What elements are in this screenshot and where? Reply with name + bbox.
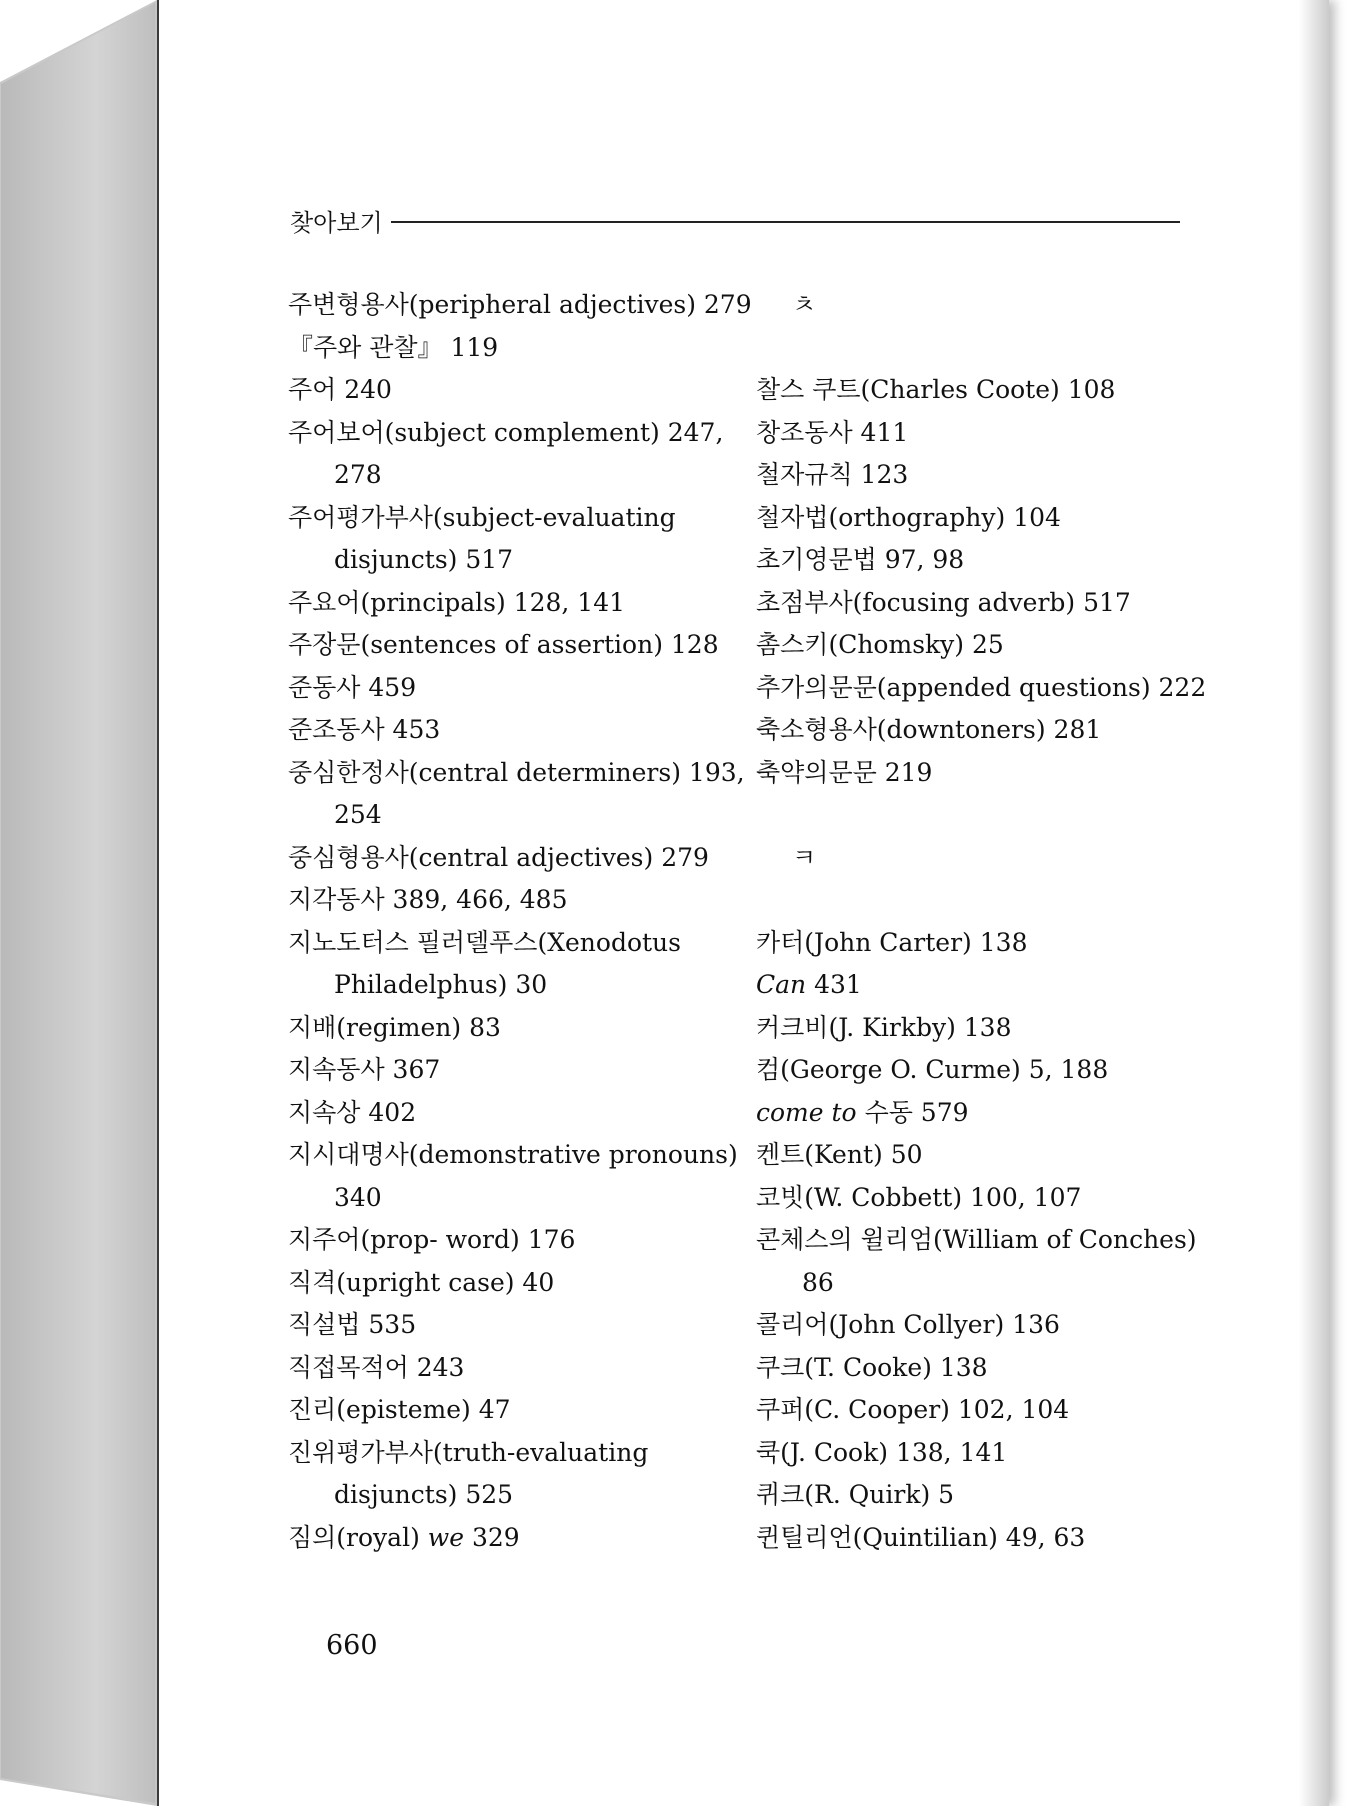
index-entry: 진위평가부사(truth-evaluating (288, 1437, 649, 1467)
index-entry: 주어 240 (288, 375, 392, 404)
index-entry: 중심한정사(central determiners) 193, (288, 757, 745, 787)
section-heading: ㅊ (792, 290, 817, 319)
index-entry: 중심형용사(central adjectives) 279 (288, 842, 709, 872)
index-entry: 주장문(sentences of assertion) 128 (288, 630, 719, 659)
index-entry-continuation: disjuncts) 525 (334, 1480, 514, 1509)
index-entry-continuation: 278 (334, 460, 382, 489)
index-entry: 초점부사(focusing adverb) 517 (756, 587, 1131, 617)
index-entry: 쿡(J. Cook) 138, 141 (756, 1437, 1008, 1467)
index-entry: 『주와 관찰』 119 (288, 332, 499, 362)
index-entry-page: 431 (814, 970, 862, 999)
index-entry: 추가의문문(appended questions) 222 (756, 672, 1207, 702)
index-entry: 퀴크(R. Quirk) 5 (756, 1480, 955, 1509)
index-entry: 초기영문법 97, 98 (756, 545, 965, 574)
index-entry: 철자법(orthography) 104 (756, 502, 1061, 532)
index-entry: 직설법 535 (288, 1310, 417, 1339)
index-entry-continuation: 340 (334, 1182, 382, 1212)
index-entry-continuation: disjuncts) 517 (334, 545, 514, 574)
spacer (756, 879, 1196, 922)
index-entry-continuation: 86 (802, 1267, 834, 1297)
index-entry: 퀸틸리언(Quintilian) 49, 63 (756, 1522, 1086, 1552)
index-entry: 주어보어(subject complement) 247, (288, 417, 724, 447)
index-entry: 창조동사 411 (756, 417, 909, 447)
index-entry: 지배(regimen) 83 (288, 1012, 501, 1042)
index-entry (288, 1517, 728, 1560)
index-entry: 쿠퍼(C. Cooper) 102, 104 (756, 1395, 1070, 1424)
index-entry: 직격(upright case) 40 (288, 1267, 555, 1297)
index-entry: 준동사 459 (288, 672, 417, 702)
index-entry: 찰스 쿠트(Charles Coote) 108 (756, 375, 1116, 404)
index-entry-continuation: 254 (334, 800, 382, 829)
header-title: 찾아보기 (290, 208, 383, 237)
index-column-right (756, 284, 1207, 1559)
index-entry: 지주어(prop- word) 176 (288, 1225, 576, 1254)
index-entry: 지속동사 367 (288, 1055, 441, 1084)
index-entry: 지노도터스 필러델푸스(Xenodotus (288, 927, 681, 957)
index-entry: 진리(episteme) 47 (288, 1395, 511, 1424)
index-entry: 지시대명사(demonstrative pronouns) (288, 1140, 738, 1169)
index-entry-term: 수동 579 (864, 1097, 969, 1127)
index-entry: 콘체스의 윌리엄(William of Conches) (756, 1225, 1197, 1254)
running-header (290, 203, 1180, 237)
index-entry: 지각동사 389, 466, 485 (288, 885, 568, 914)
index-entry-italic: we (427, 1522, 464, 1552)
book-spine-shading (0, 0, 160, 1806)
index-entry: 준조동사 453 (288, 715, 441, 744)
index-entry: 주변형용사(peripheral adjectives) 279 (288, 290, 752, 319)
index-entry: 촘스키(Chomsky) 25 (756, 630, 1004, 659)
index-entry: 켄트(Kent) 50 (756, 1140, 923, 1169)
page-number: 660 (326, 1630, 378, 1661)
index-entry: 철자규칙 123 (756, 460, 909, 489)
index-entry-continuation: Philadelphus) 30 (334, 970, 548, 999)
index-entry (756, 964, 1196, 1007)
index-entry: 커크비(J. Kirkby) 138 (756, 1012, 1012, 1042)
index-entry (756, 1092, 1196, 1135)
page-edge-shadow (1299, 0, 1329, 1806)
index-entry: 주어평가부사(subject-evaluating (288, 502, 676, 532)
index-entry-page: 329 (471, 1522, 520, 1552)
index-entry: 쿠크(T. Cooke) 138 (756, 1352, 988, 1382)
index-entry: 카터(John Carter) 138 (756, 927, 1028, 957)
index-entry: 축소형용사(downtoners) 281 (756, 715, 1102, 744)
index-entry: 축약의문문 219 (756, 757, 933, 787)
section-heading: ㅋ (792, 842, 817, 872)
spacer (756, 327, 1196, 370)
index-entry-italic: Can (756, 970, 807, 999)
spacer (756, 794, 1196, 837)
index-column-left (288, 284, 752, 1559)
header-rule (391, 221, 1180, 223)
index-entry: 콜리어(John Collyer) 136 (756, 1310, 1060, 1339)
index-entry-italic: come to (756, 1097, 857, 1127)
index-entry: 코빗(W. Cobbett) 100, 107 (756, 1182, 1082, 1212)
index-entry: 주요어(principals) 128, 141 (288, 587, 626, 617)
index-entry: 직접목적어 243 (288, 1352, 465, 1382)
index-entry-term: 짐의(royal) (288, 1522, 420, 1552)
index-entry: 컴(George O. Curme) 5, 188 (756, 1055, 1109, 1084)
index-entry: 지속상 402 (288, 1097, 417, 1127)
